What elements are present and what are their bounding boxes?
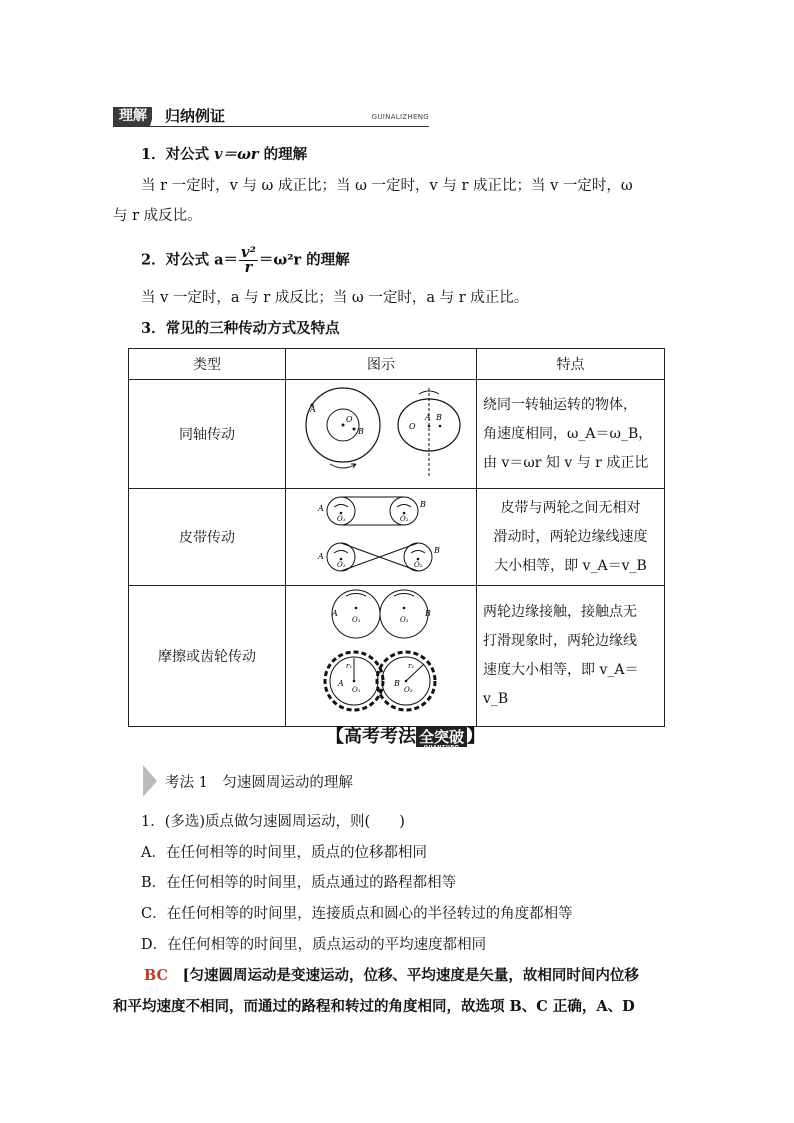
svg-text:O: O bbox=[409, 422, 416, 431]
q1-option-d: D．在任何相等的时间里，质点运动的平均速度都相同 bbox=[141, 937, 487, 953]
q1-option-c: C．在任何相等的时间里，连接质点和圆心的半径转过的角度都相等 bbox=[141, 906, 573, 922]
gear-diagram bbox=[286, 586, 477, 727]
belt-diagram bbox=[286, 489, 477, 586]
type-cell: 摩擦或齿轮传动 bbox=[129, 586, 286, 727]
q1-explain-line1: BC [匀速圆周运动是变速运动，位移、平均速度是矢量，故相同时间内位移 bbox=[144, 967, 639, 984]
svg-text:O₁: O₁ bbox=[352, 616, 361, 624]
section-pinyin: GUINALIZHENG bbox=[371, 113, 429, 121]
banner-box: 全突破 QUANTUPO bbox=[416, 726, 467, 747]
table-row bbox=[129, 586, 665, 727]
col-type: 类型 bbox=[129, 349, 286, 380]
svg-text:B: B bbox=[436, 413, 442, 422]
svg-text:A: A bbox=[318, 504, 324, 513]
tag-slash bbox=[150, 107, 164, 126]
kaofa-label: 考法 1 匀速圆周运动的理解 bbox=[143, 765, 443, 797]
type-cell: 同轴传动 bbox=[129, 380, 286, 489]
s1-line2: 与 r 成反比。 bbox=[113, 208, 202, 224]
svg-text:A: A bbox=[425, 413, 431, 422]
q1-option-b: B．在任何相等的时间里，质点通过的路程都相等 bbox=[141, 875, 457, 891]
svg-text:O₂: O₂ bbox=[400, 616, 409, 624]
feature-cell: 两轮边缘接触，接触点无 打滑现象时，两轮边缘线 速度大小相等，即 v_A＝v_B bbox=[477, 586, 665, 727]
section-title: 归纳例证 bbox=[165, 107, 226, 125]
col-figure: 图示 bbox=[286, 349, 477, 380]
table-header-row bbox=[129, 349, 665, 380]
svg-text:A: A bbox=[338, 679, 344, 688]
col-feature: 特点 bbox=[477, 349, 665, 380]
s1-line1: 当 r 一定时，v 与 ω 成正比；当 ω 一定时，v 与 r 成正比；当 v 一定时，ω bbox=[141, 178, 633, 194]
svg-text:O₂: O₂ bbox=[404, 686, 413, 694]
svg-text:A: A bbox=[310, 405, 316, 414]
svg-text:B: B bbox=[434, 546, 440, 555]
svg-text:A: A bbox=[332, 609, 338, 618]
section-header bbox=[113, 107, 429, 127]
s1-title: 1．对公式 v＝ωr 的理解 bbox=[141, 146, 308, 163]
svg-text:A: A bbox=[318, 552, 324, 561]
svg-text:r₁: r₁ bbox=[346, 662, 353, 670]
coaxial-diagram bbox=[286, 380, 477, 489]
s3-title: 3．常见的三种传动方式及特点 bbox=[141, 320, 340, 337]
s2-title: 2．对公式 a＝ $\frac{\text{v²}}{r}$ ＝ω²r 的理解 bbox=[141, 244, 350, 276]
svg-text:r₂: r₂ bbox=[408, 662, 415, 670]
feature-cell: 绕同一转轴运转的物体， 角速度相同，ω_A＝ω_B， 由 v＝ωr 知 v 与 r 成正比 bbox=[477, 380, 665, 489]
header-rule bbox=[113, 126, 429, 127]
kaofa-arrow-icon bbox=[143, 765, 157, 797]
svg-text:B: B bbox=[420, 500, 426, 509]
svg-text:B: B bbox=[425, 609, 431, 618]
q1-option-a: A．在任何相等的时间里，质点的位移都相同 bbox=[141, 845, 427, 861]
svg-text:O₂: O₂ bbox=[400, 515, 409, 523]
exam-banner: 【高考考法 全突破 QUANTUPO 】 bbox=[326, 726, 486, 751]
svg-text:O₁: O₁ bbox=[337, 561, 346, 569]
s2-line1: 当 v 一定时，a 与 r 成反比；当 ω 一定时，a 与 r 成正比。 bbox=[141, 290, 529, 306]
section-tag: 理解 bbox=[113, 107, 152, 126]
feature-cell: 皮带与两轮之间无相对 滑动时，两轮边缘线速度 大小相等，即 v_A＝v_B bbox=[477, 489, 665, 586]
q1-answer: BC bbox=[144, 967, 169, 984]
table-row bbox=[129, 489, 665, 586]
transmission-table bbox=[128, 348, 665, 727]
svg-text:O₁: O₁ bbox=[337, 515, 346, 523]
svg-text:O₂: O₂ bbox=[414, 561, 423, 569]
q1-explain-line2: 和平均速度不相同，而通过的路程和转过的角度相同，故选项 B、C 正确，A、D bbox=[113, 998, 635, 1015]
svg-text:O₁: O₁ bbox=[352, 686, 361, 694]
type-cell: 皮带传动 bbox=[129, 489, 286, 586]
q1-stem: 1．(多选)质点做匀速圆周运动，则( ) bbox=[141, 814, 405, 830]
svg-text:O: O bbox=[346, 415, 353, 424]
svg-text:B: B bbox=[358, 427, 364, 436]
svg-text:B: B bbox=[394, 679, 400, 688]
table-row bbox=[129, 380, 665, 489]
